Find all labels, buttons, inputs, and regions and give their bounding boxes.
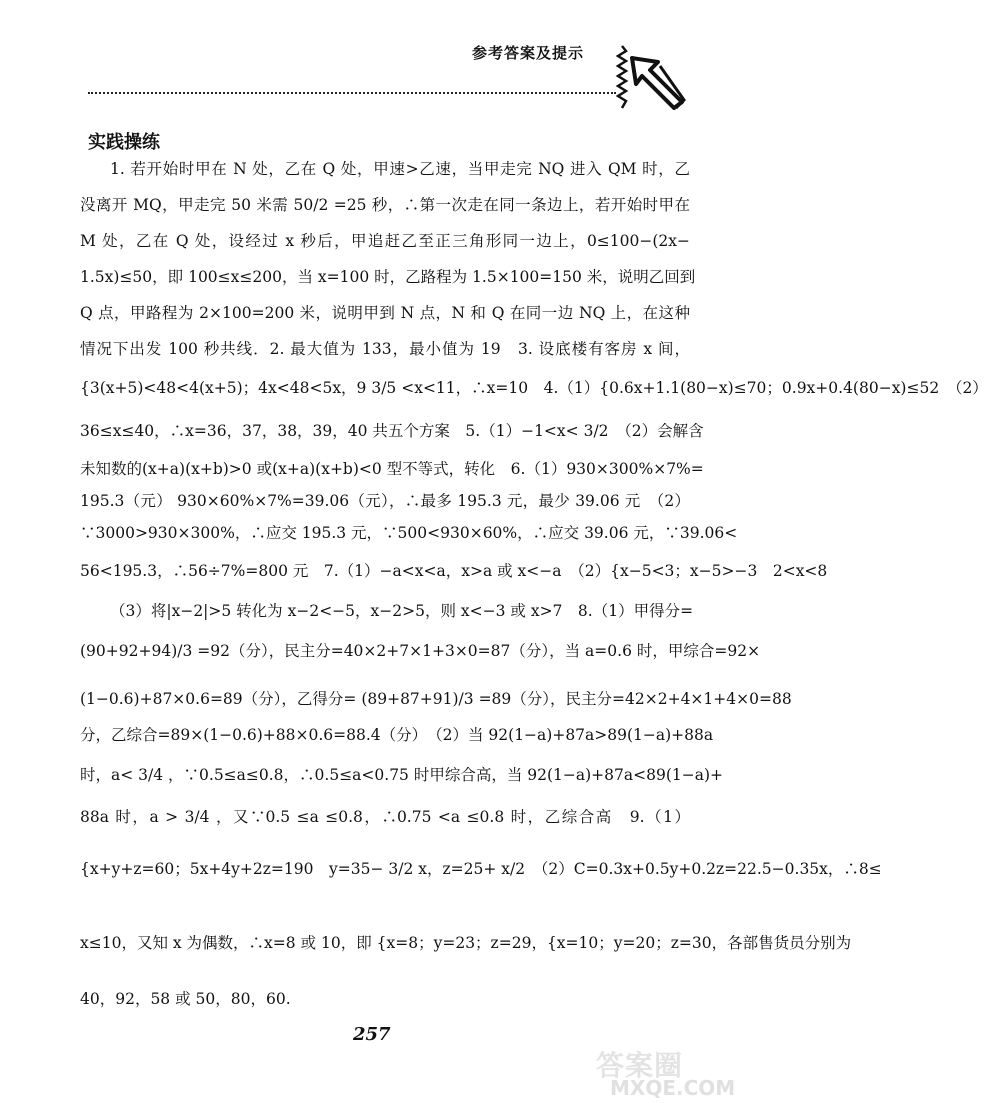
answer-line: 195.3（元） 930×60%×7%=39.06（元），∴最多 195.3 元，最少 39.06 元 （2） xyxy=(80,492,690,510)
answer-line: Q 点，甲路程为 2×100=200 米，说明甲到 N 点，N 和 Q 在同一边 NQ 上，在这种 xyxy=(80,304,690,322)
answer-line: 56<195.3，∴56÷7%=800 元 7.（1）−a<x<a，x>a 或 x<−a （2）{x−5<3；x−5>−3 2<x<8 xyxy=(80,562,828,580)
answer-line: 1.5x)≤50，即 100≤x≤200，当 x=100 时，乙路程为 1.5×100=150 米，说明乙回到 xyxy=(80,268,696,286)
answer-line: 88a 时，a > 3/4 ，又∵0.5 ≤a ≤0.8，∴0.75 <a ≤0.8 时，乙综合高 9.（1） xyxy=(80,808,690,826)
page-number: 257 xyxy=(353,1024,391,1045)
answer-line: ∵3000>930×300%，∴应交 195.3 元，∵500<930×60%，∴应交 39.06 元，∵39.06< xyxy=(80,524,738,542)
answer-line: x≤10，又知 x 为偶数，∴x=8 或 10，即 {x=8；y=23；z=29，{x=10；y=20；z=30，各部售货员分别为 xyxy=(80,934,852,952)
answer-line: 分，乙综合=89×(1−0.6)+88×0.6=88.4（分） （2）当 92(1−a)+87a>89(1−a)+88a xyxy=(80,726,714,744)
answer-line: {x+y+z=60；5x+4y+2z=190 y=35− 3/2 x，z=25+ x/2 （2）C=0.3x+0.5y+0.2z=22.5−0.35x，∴8≤ xyxy=(80,860,882,878)
header-title: 参考答案及提示 xyxy=(472,44,585,62)
watermark-logo: 答案圈 xyxy=(596,1049,684,1082)
zigzag-divider-icon xyxy=(616,46,628,108)
answer-line: 情况下出发 100 秒共线．2. 最大值为 133，最小值为 19 3. 设底楼有客房 x 间， xyxy=(80,340,690,358)
answer-line: 未知数的(x+a)(x+b)>0 或(x+a)(x+b)<0 型不等式，转化 6.（1）930×300%×7%= xyxy=(80,460,704,478)
header-divider xyxy=(88,92,616,94)
answer-line: 时，a< 3/4 ，∵0.5≤a≤0.8，∴0.5≤a<0.75 时甲综合高，当 92(1−a)+87a<89(1−a)+ xyxy=(80,766,724,784)
arrow-up-left-icon xyxy=(630,56,686,110)
answer-line: （3）将|x−2|>5 转化为 x−2<−5，x−2>5，则 x<−3 或 x>7 8.（1）甲得分= xyxy=(110,602,694,620)
section-heading: 实践操练 xyxy=(88,132,160,153)
answer-line: 1. 若开始时甲在 N 处，乙在 Q 处，甲速>乙速，当甲走完 NQ 进入 QM 时，乙 xyxy=(110,160,690,178)
answer-line: 没离开 MQ，甲走完 50 米需 50/2 =25 秒，∴第一次走在同一条边上，若开始时甲在 xyxy=(80,196,690,214)
answer-line: {3(x+5)<48<4(x+5)；4x<48<5x，9 3/5 <x<11，∴x=10 4.（1）{0.6x+1.1(80−x)≤70；0.9x+0.4(80−x)≤52 （2） xyxy=(80,379,988,397)
answer-line: (90+92+94)/3 =92（分），民主分=40×2+7×1+3×0=87（分），当 a=0.6 时，甲综合=92× xyxy=(80,642,761,660)
watermark-url: MXQE.COM xyxy=(610,1076,736,1100)
answer-line: 36≤x≤40，∴x=36，37，38，39，40 共五个方案 5.（1）−1<x< 3/2 （2）会解含 xyxy=(80,422,704,440)
answer-line: M 处，乙在 Q 处，设经过 x 秒后，甲追赶乙至正三角形同一边上，0≤100−(2x− xyxy=(80,232,690,250)
answer-line: 40，92，58 或 50，80，60. xyxy=(80,990,291,1008)
answer-line: (1−0.6)+87×0.6=89（分），乙得分= (89+87+91)/3 =89（分），民主分=42×2+4×1+4×0=88 xyxy=(80,690,792,708)
